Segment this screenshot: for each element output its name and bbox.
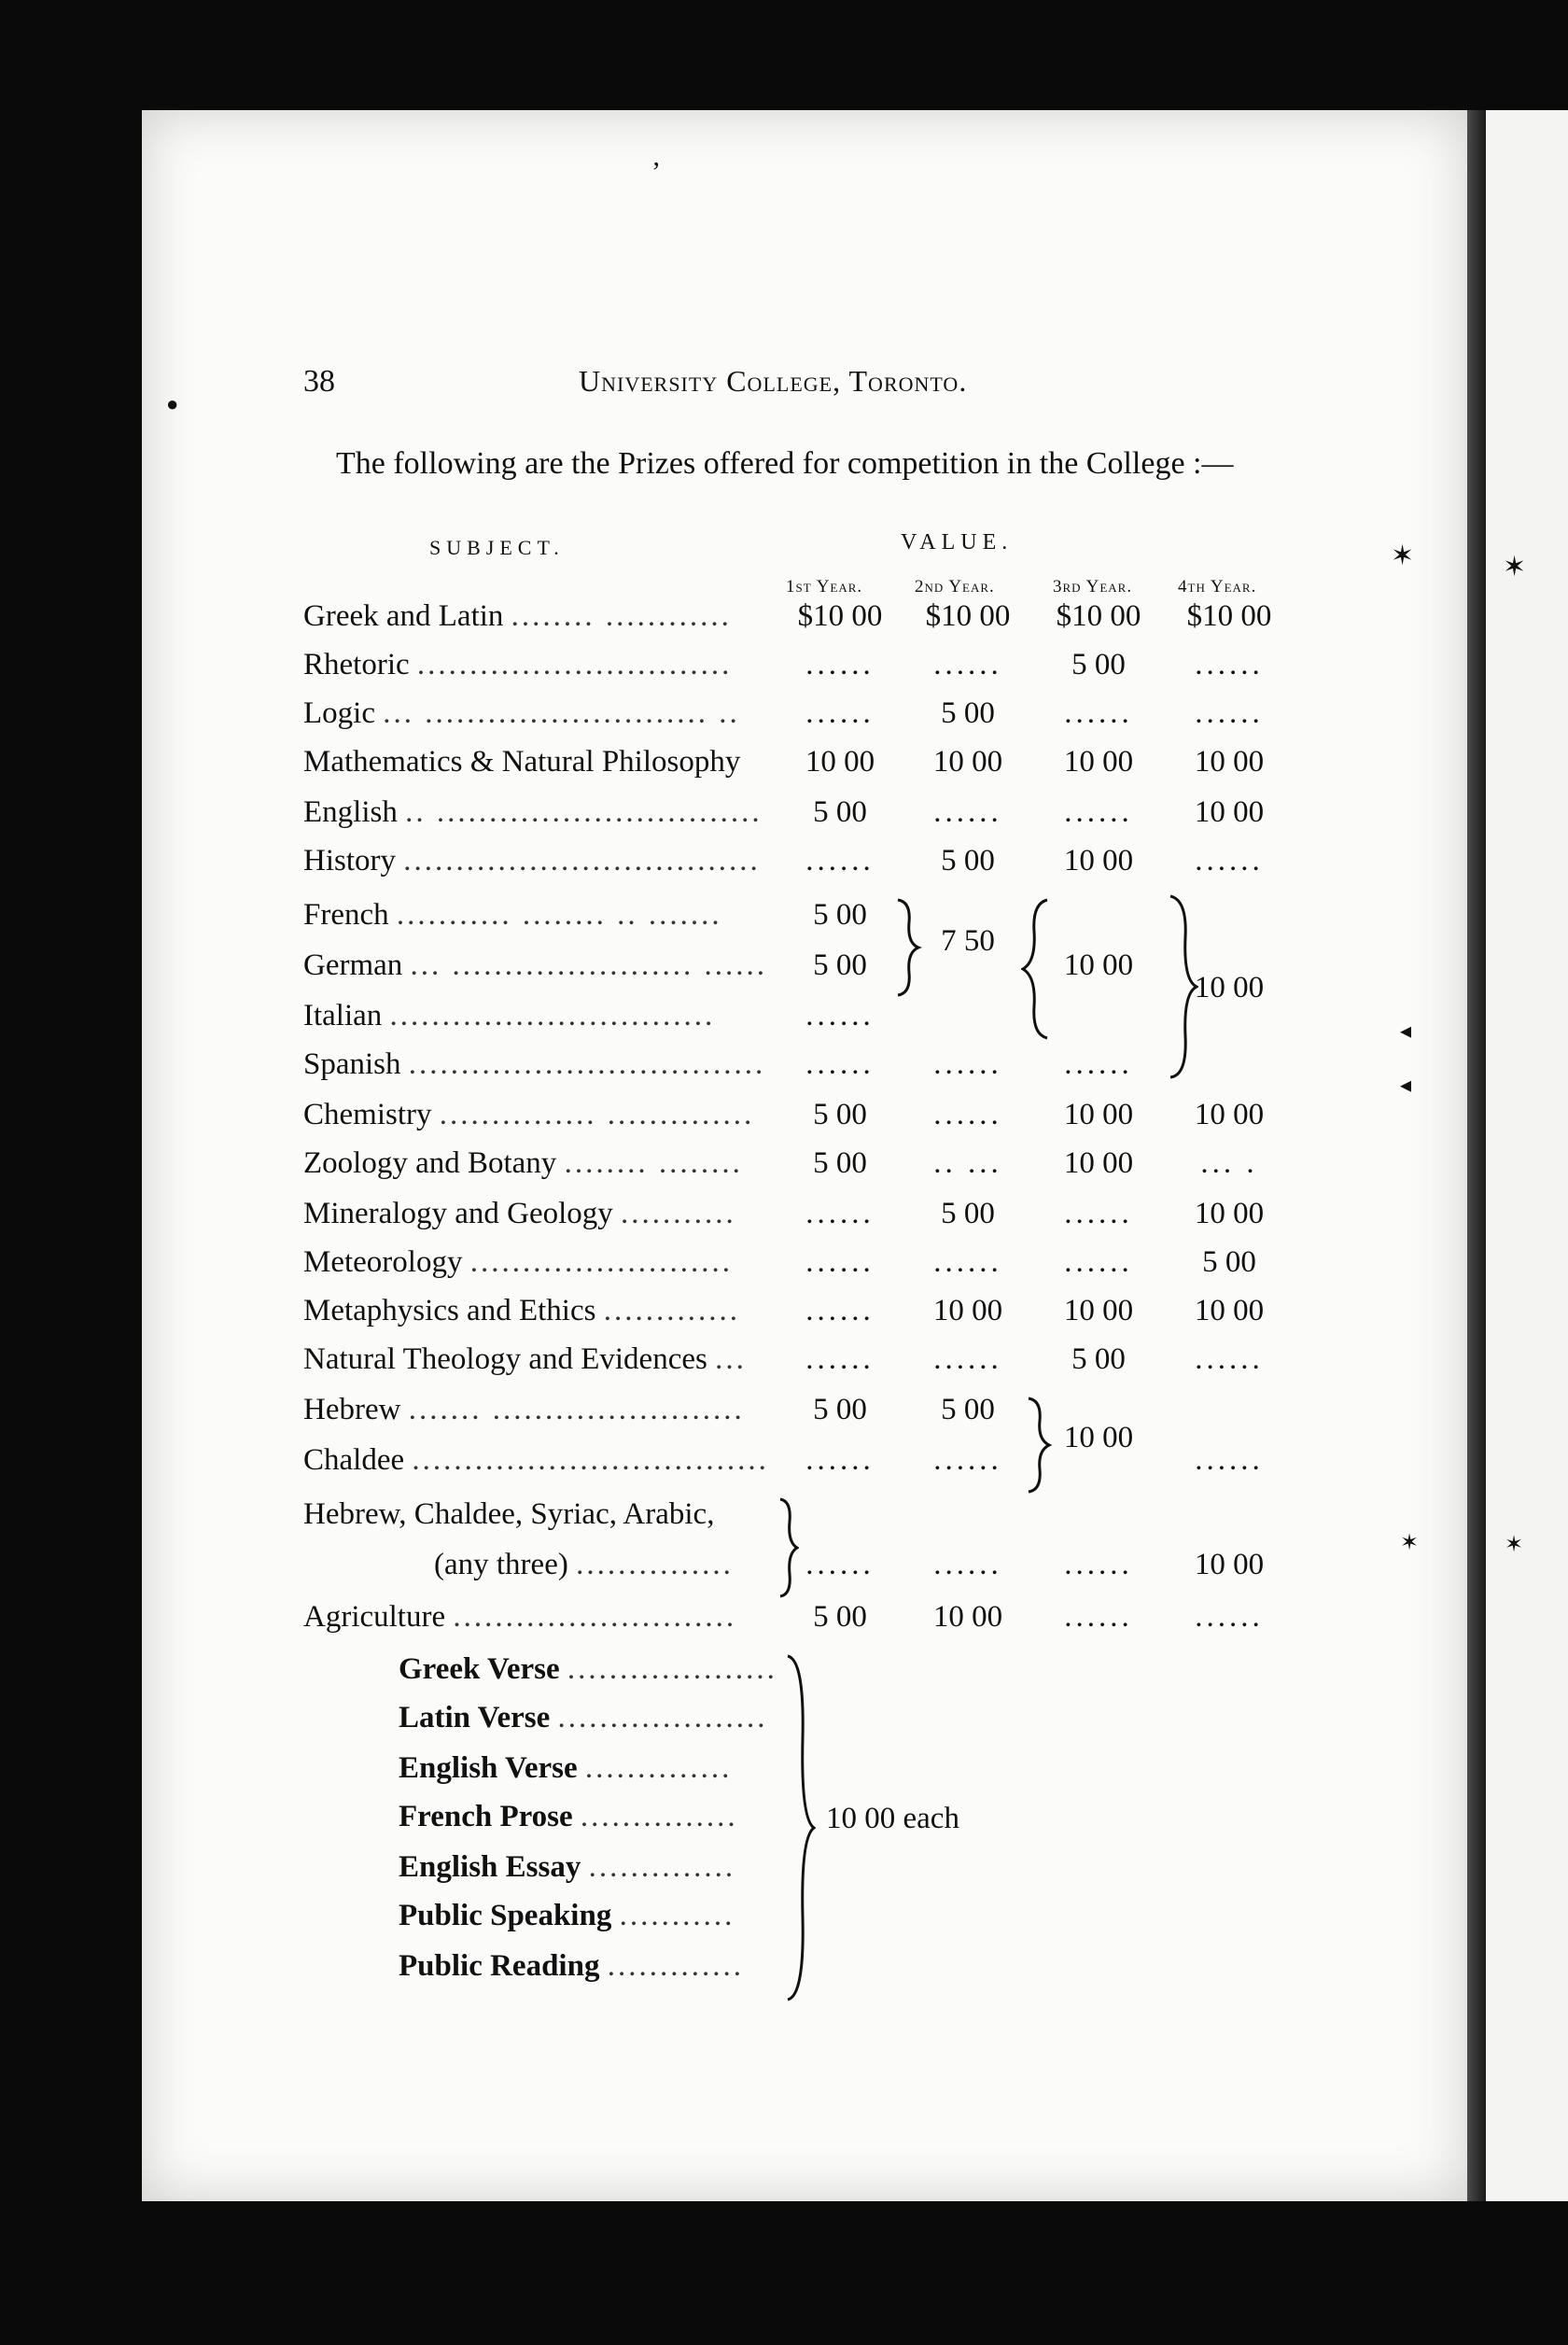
value-year-4: 10 00	[1194, 795, 1265, 829]
value-year-3: 10 00	[1063, 1294, 1134, 1327]
verse-label: Latin Verse	[399, 1701, 551, 1734]
value-year-1: 5 00	[813, 1098, 867, 1131]
verse-subject	[399, 1800, 738, 1834]
value-year-3: 10 00	[1063, 844, 1134, 878]
value-year-1: ......	[805, 648, 875, 681]
subject-label: Agriculture	[303, 1600, 446, 1634]
leader-dots: ..............	[584, 1751, 733, 1785]
value-year-4: 10 00	[1194, 1098, 1265, 1131]
leader-dots: ..................................	[408, 1047, 766, 1081]
row-subject	[303, 1600, 736, 1635]
leader-dots: ... ....................... ......	[410, 948, 768, 982]
table-row	[0, 1294, 1325, 1341]
leader-dots: ...............	[576, 1548, 734, 1581]
table-row	[0, 795, 1325, 842]
row-subject	[303, 795, 763, 830]
value-year-1: 5 00	[813, 1600, 867, 1634]
table-row	[0, 1047, 1325, 1094]
verse-row	[0, 1899, 1325, 1945]
page-edge-shadow	[1467, 110, 1486, 2201]
value-year-1: 5 00	[813, 795, 867, 829]
value-year-1: ......	[805, 844, 875, 878]
subject-label: Hebrew, Chaldee, Syriac, Arabic,	[303, 1497, 715, 1531]
brace-4th-year-languages	[1167, 894, 1198, 1079]
value-year-1: ......	[805, 696, 875, 730]
scan-speck: ✶	[1391, 541, 1415, 571]
leader-dots: ...........	[621, 1197, 736, 1230]
value-column-header: VALUE.	[901, 530, 1014, 555]
value-year-2: ......	[933, 1098, 1002, 1131]
row-subject	[303, 745, 740, 779]
value-year-2: 10 00	[932, 1294, 1003, 1327]
verse-row	[0, 1652, 1325, 1699]
subject-label: Greek and Latin	[303, 599, 504, 633]
verse-label: Greek Verse	[399, 1652, 560, 1686]
table-row	[0, 745, 1325, 792]
value-year-2: .. ...	[933, 1146, 1002, 1180]
value-year-1: 5 00	[813, 1146, 867, 1180]
value-year-3: ......	[1064, 1600, 1133, 1634]
value-year-1: ......	[805, 1443, 875, 1477]
value-year-3: 10 00	[1063, 1098, 1134, 1131]
value-year-2: $10 00	[925, 599, 1011, 633]
row-subject	[303, 1098, 754, 1132]
table-row	[0, 1098, 1325, 1144]
value-year-3: 10 00	[1063, 1146, 1134, 1180]
value-year-2: ......	[933, 1443, 1002, 1477]
value-year-4: 10 00	[1194, 1294, 1265, 1327]
value-year-4: $10 00	[1186, 599, 1272, 633]
verse-prize-value: 10 00 each	[826, 1802, 959, 1835]
value-year-2: 5 00	[941, 696, 995, 730]
subject-label: Logic	[303, 696, 375, 730]
brace-french-german	[894, 898, 922, 997]
value-year-2: ......	[933, 1245, 1002, 1279]
subject-column-header: SUBJECT.	[429, 536, 565, 559]
leader-dots: ..................................	[412, 1443, 769, 1477]
value-year-4: ......	[1195, 1443, 1264, 1477]
scan-speck: ✶	[1503, 552, 1527, 583]
value-year-2: 5 00	[941, 1393, 995, 1426]
subject-label: (any three)	[434, 1548, 568, 1581]
subject-label: Chaldee	[303, 1443, 405, 1477]
leader-dots: .........................	[469, 1245, 733, 1279]
value-year-2: ......	[933, 795, 1002, 829]
scan-speck: ●	[166, 392, 179, 415]
value-year-1: ......	[805, 999, 875, 1032]
scan-border-bottom	[0, 2201, 1568, 2345]
leader-dots: ........ ............	[511, 599, 732, 633]
modern-languages-2nd-value: 7 50	[941, 924, 995, 958]
value-year-4: ......	[1195, 844, 1264, 878]
value-year-2: 5 00	[941, 844, 995, 878]
value-year-3: ......	[1064, 696, 1133, 730]
adjacent-page-strip	[1486, 110, 1568, 2201]
value-year-4: ......	[1195, 648, 1264, 681]
row-subject	[303, 696, 740, 731]
brace-hebrew-chaldee	[1025, 1397, 1053, 1494]
table-row	[0, 696, 1325, 743]
value-year-1: ......	[805, 1548, 875, 1581]
verse-label: English Essay	[399, 1850, 581, 1884]
row-subject	[303, 1393, 745, 1427]
subject-label: Meteorology	[303, 1245, 463, 1279]
leader-dots: ... ........................... ..	[383, 696, 740, 730]
row-subject	[303, 648, 732, 682]
value-year-1: ......	[805, 1294, 875, 1327]
value-year-2: ......	[933, 648, 1002, 681]
value-year-4: ... .	[1200, 1146, 1258, 1180]
value-year-1: 5 00	[813, 898, 867, 932]
row-subject	[303, 999, 715, 1033]
table-row	[0, 1548, 1325, 1594]
row-subject	[303, 898, 722, 933]
value-year-4: 10 00	[1194, 1197, 1265, 1230]
year-header-1: 1st Year.	[786, 577, 863, 597]
row-subject	[303, 1146, 743, 1181]
value-year-3: 10 00	[1063, 745, 1134, 779]
row-subject	[303, 1342, 747, 1377]
leader-dots: ........ ........	[564, 1146, 743, 1180]
leader-dots: ..................................	[403, 844, 761, 878]
subject-label: Hebrew	[303, 1393, 401, 1426]
verse-row	[0, 1800, 1325, 1847]
row-subject	[303, 1443, 769, 1478]
value-year-2: 5 00	[941, 1197, 995, 1230]
table-row	[0, 599, 1325, 646]
intro-sentence: The following are the Prizes offered for competition in the College :—	[336, 446, 1234, 481]
verse-subject	[399, 1850, 735, 1885]
row-subject	[303, 1294, 740, 1328]
modern-languages-4th-value: 10 00	[1194, 971, 1265, 1004]
value-year-4: 5 00	[1202, 1245, 1256, 1279]
value-year-3: ......	[1064, 1548, 1133, 1581]
row-subject	[303, 599, 732, 634]
value-year-2: ......	[933, 1548, 1002, 1581]
value-year-1: ......	[805, 1047, 875, 1081]
scan-speck: ✶	[1505, 1533, 1524, 1557]
table-row	[0, 1245, 1325, 1292]
row-subject	[303, 1497, 714, 1532]
subject-label: Mathematics & Natural Philosophy	[303, 745, 741, 779]
value-year-4: ......	[1195, 1342, 1264, 1376]
value-year-4: ......	[1195, 696, 1264, 730]
value-year-3: 5 00	[1071, 1342, 1126, 1376]
verse-subject	[399, 1751, 732, 1786]
verse-row	[0, 1701, 1325, 1748]
value-year-1: 5 00	[813, 948, 867, 982]
leader-dots: ....... ........................	[408, 1393, 745, 1426]
value-year-1: 10 00	[805, 745, 875, 779]
verse-row	[0, 1949, 1325, 1996]
table-row	[0, 1497, 1325, 1544]
table-row	[0, 1146, 1325, 1193]
verse-label: Public Speaking	[399, 1899, 612, 1932]
value-year-1: ......	[805, 1342, 875, 1376]
hebrew-3rd-value: 10 00	[1063, 1421, 1134, 1454]
subject-label: Chemistry	[303, 1098, 432, 1131]
subject-label: Mineralogy and Geology	[303, 1197, 613, 1230]
leader-dots: .............	[607, 1949, 744, 1983]
year-header-3: 3rd Year.	[1053, 577, 1133, 597]
subject-label: Natural Theology and Evidences	[303, 1342, 707, 1376]
value-year-4: ......	[1195, 1600, 1264, 1634]
leader-dots: ...........	[619, 1899, 735, 1932]
leader-dots: ..............................	[416, 648, 733, 681]
scan-speck: ʼ	[651, 157, 661, 188]
page-number: 38	[303, 364, 335, 399]
brace-any-three	[777, 1497, 799, 1598]
subject-label: History	[303, 844, 396, 878]
row-subject	[303, 1197, 736, 1231]
verse-row	[0, 1850, 1325, 1897]
leader-dots: ............... ..............	[439, 1098, 755, 1131]
value-year-3: ......	[1064, 1047, 1133, 1081]
leader-dots: .............	[603, 1294, 740, 1327]
brace-2nd-year-languages	[1021, 898, 1053, 1040]
leader-dots: ....................	[557, 1701, 768, 1734]
subject-label: Zoology and Botany	[303, 1146, 557, 1180]
leader-dots: ...	[715, 1342, 747, 1376]
leader-dots: ..............	[588, 1850, 736, 1884]
running-title: University College, Toronto.	[579, 364, 968, 398]
scan-speck: ◂	[1400, 1019, 1412, 1044]
leader-dots: ....................	[567, 1652, 777, 1686]
value-year-4: 10 00	[1194, 745, 1265, 779]
subject-label: German	[303, 948, 403, 982]
verse-label: French Prose	[399, 1800, 573, 1833]
row-subject	[303, 844, 761, 878]
verse-subject	[399, 1899, 735, 1933]
leader-dots: .. ...............................	[405, 795, 763, 829]
value-year-2: 10 00	[932, 745, 1003, 779]
verse-subject	[399, 1949, 744, 1984]
subject-label: Spanish	[303, 1047, 401, 1081]
row-subject	[434, 1548, 734, 1582]
verse-subject	[399, 1701, 768, 1735]
table-row	[0, 898, 1325, 945]
leader-dots: ........... ........ .. .......	[396, 898, 722, 932]
value-year-1: ......	[805, 1197, 875, 1230]
verse-label: English Verse	[399, 1751, 578, 1785]
leader-dots: ...........................	[453, 1600, 737, 1634]
row-subject	[303, 948, 767, 983]
scan-speck: ✶	[1400, 1531, 1420, 1555]
value-year-3: ......	[1064, 795, 1133, 829]
verse-subject	[399, 1652, 777, 1687]
value-year-3: ......	[1064, 1197, 1133, 1230]
table-row	[0, 648, 1325, 695]
value-year-1: ......	[805, 1245, 875, 1279]
modern-languages-3rd-value: 10 00	[1063, 948, 1134, 982]
value-year-2: ......	[933, 1047, 1002, 1081]
value-year-1: $10 00	[797, 599, 883, 633]
value-year-2: 10 00	[932, 1600, 1003, 1634]
scan-speck: ◂	[1400, 1074, 1412, 1098]
verse-label: Public Reading	[399, 1949, 600, 1983]
row-subject	[303, 1047, 765, 1082]
value-year-3: ......	[1064, 1245, 1133, 1279]
leader-dots: ...............	[580, 1800, 738, 1833]
subject-label: Italian	[303, 999, 383, 1032]
value-year-4: 10 00	[1194, 1548, 1265, 1581]
table-row	[0, 999, 1325, 1046]
value-year-2: ......	[933, 1342, 1002, 1376]
subject-label: Metaphysics and Ethics	[303, 1294, 596, 1327]
verse-row	[0, 1751, 1325, 1798]
table-row	[0, 844, 1325, 891]
table-row	[0, 1342, 1325, 1389]
table-row	[0, 1600, 1325, 1647]
subject-label: French	[303, 898, 389, 932]
subject-label: Rhetoric	[303, 648, 410, 681]
value-year-3: 5 00	[1071, 648, 1126, 681]
year-header-4: 4th Year.	[1178, 577, 1257, 597]
table-row	[0, 1197, 1325, 1243]
subject-label: English	[303, 795, 398, 829]
year-header-2: 2nd Year.	[915, 577, 995, 597]
row-subject	[303, 1245, 733, 1280]
value-year-3: $10 00	[1056, 599, 1141, 633]
value-year-1: 5 00	[813, 1393, 867, 1426]
leader-dots: ...............................	[389, 999, 716, 1032]
